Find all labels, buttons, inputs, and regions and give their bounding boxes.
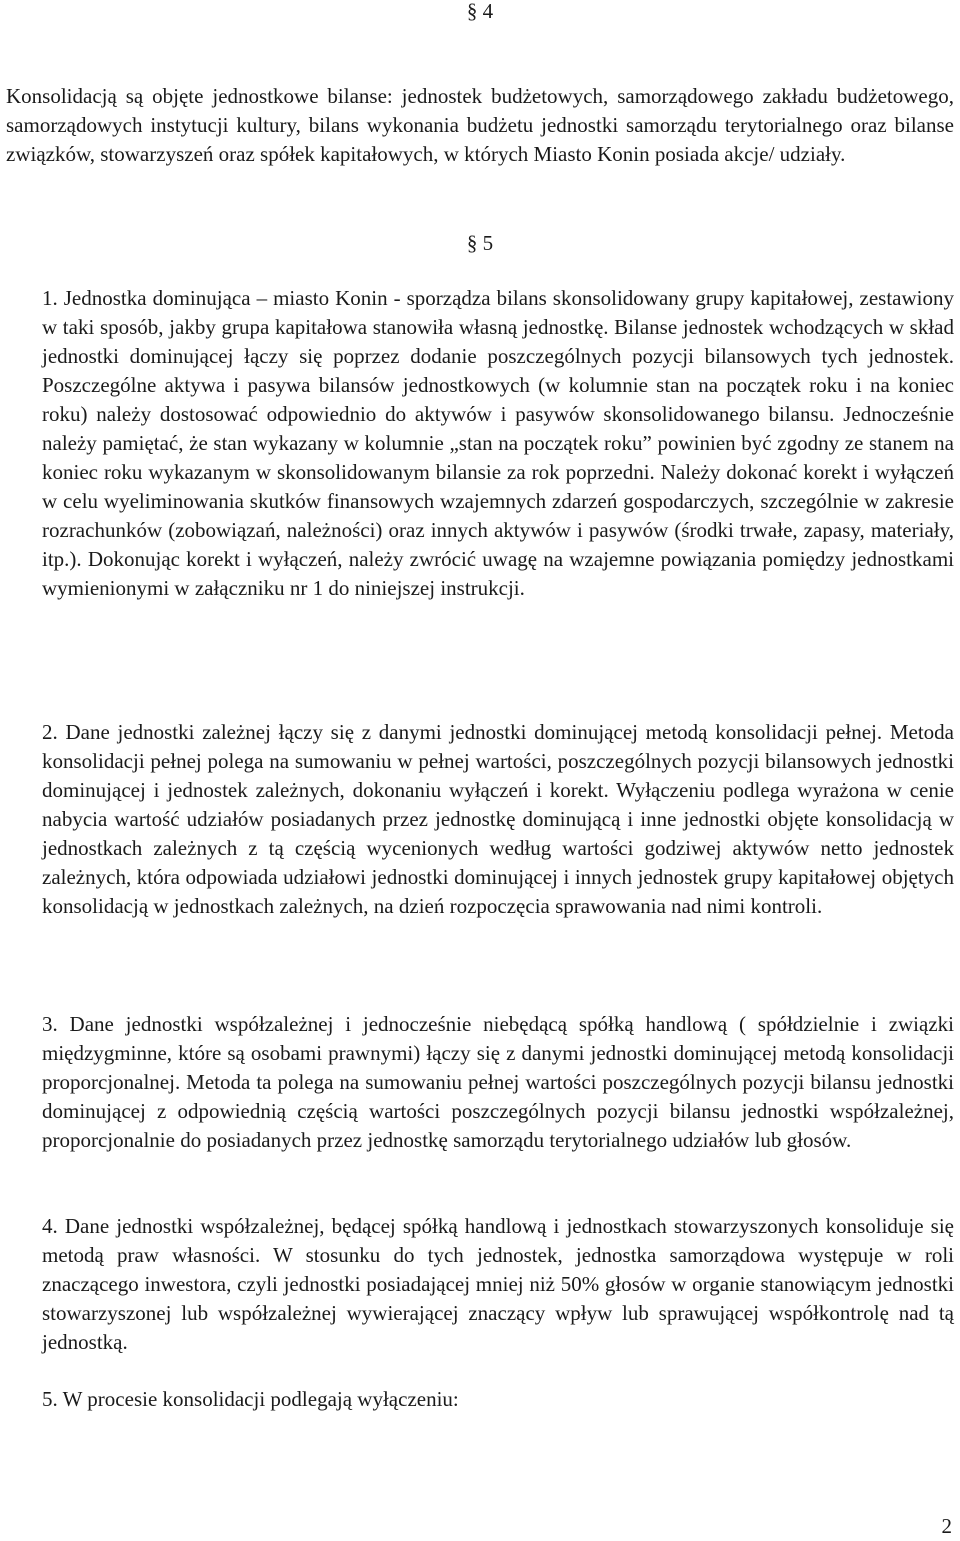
point-5 xyxy=(42,1385,954,1414)
point-1 xyxy=(42,284,954,603)
point-1-text: 1. Jednostka dominująca – miasto Konin - sporządza bilans skonsolidowany grupy kapitałowej, zestawiony w taki sposób, jakby grupa kapitałowa stanowiła własną jednostkę. Bilanse jednostek wchodzących w skład jednostki dominującej łączy się poprzez dodanie poszczególnych pozycji bilansowych tych jednostek. Poszczególne aktywa i pasywa bilansów jednostkowych (w kolumnie stan na początek roku i na koniec roku) należy dostosować odpowiednio do aktywów i pasywów skonsolidowanego bilansu. Jednocześnie należy pamiętać, że stan wykazany w kolumnie „stan na początek roku” powinien być zgodny ze stanem na koniec roku wykazanym w skonsolidowanym bilansie za rok poprzedni. Należy dokonać korekt i wyłączeń w celu wyeliminowania skutków finansowych wzajemnych zdarzeń gospodarczych, szczególnie w zakresie rozrachunków (zobowiązań, należności) oraz innych aktywów i pasywów (środki trwałe, zapasy, materiały, itp.). Dokonując korekt i wyłączeń, należy zwrócić uwagę na wzajemne powiązania pomiędzy jednostkami wymienionymi w załączniku nr 1 do niniejszej instrukcji. xyxy=(42,286,954,600)
intro-text: Konsolidacją są objęte jednostkowe bilanse: jednostek budżetowych, samorządowego zakładu budżetowego, samorządowych instytucji kultury, bilans wykonania budżetu jednostki samorządu terytorialnego oraz bilanse związków, stowarzyszeń oraz spółek kapitałowych, w których Miasto Konin posiada akcje/ udziały. xyxy=(6,84,954,166)
point-4 xyxy=(42,1212,954,1357)
page-number: 2 xyxy=(941,1514,952,1538)
point-2-text: 2. Dane jednostki zależnej łączy się z danymi jednostki dominującej metodą konsolidacji pełnej. Metoda konsolidacji pełnej polega na sumowaniu w pełnej wartości, poszczególnych pozycji bilansowych jednostki dominującej i jednostek zależnych, dokonaniu wyłączeń i korekt. Wyłączeniu podlega wyrażona w cenie nabycia wartość udziałów posiadanych przez jednostkę dominującą i inne jednostki objęte konsolidacją w jednostkach zależnych z tą częścią wycenionych według wartości godziwej aktywów netto jednostek zależnych, która odpowiada udziałowi jednostki dominującej i innych jednostek grupy kapitałowej objętych konsolidacją w jednostkach zależnych, na dzień rozpoczęcia sprawowania nad nimi kontroli. xyxy=(42,720,954,918)
intro-paragraph xyxy=(6,82,954,169)
point-2 xyxy=(42,718,954,921)
section-heading-5: § 5 xyxy=(466,231,494,255)
point-5-text: 5. W procesie konsolidacji podlegają wyłączeniu: xyxy=(42,1387,459,1411)
section-heading-4: § 4 xyxy=(466,0,494,23)
point-3 xyxy=(42,1010,954,1155)
point-3-text: 3. Dane jednostki współzależnej i jednocześnie niebędącą spółką handlową ( spółdzielnie i związki międzygminne, które są osobami prawnymi) łączy się z danymi jednostki dominującej metodą konsolidacji proporcjonalnej. Metoda ta polega na sumowaniu pełnej wartości poszczególnych pozycji bilansu jednostki dominującej z odpowiednią częścią wartości poszczególnych pozycji bilansu jednostki współzależnej, proporcjonalnie do posiadanych przez jednostkę samorządu terytorialnego udziałów lub głosów. xyxy=(42,1012,954,1152)
point-4-text: 4. Dane jednostki współzależnej, będącej spółką handlową i jednostkach stowarzyszonych konsoliduje się metodą praw własności. W stosunku do tych jednostek, jednostka samorządowa występuje w roli znaczącego inwestora, czyli jednostki posiadającej mniej niż 50% głosów w organie stanowiącym jednostki stowarzyszonej lub współzależnej wywierającej znaczący wpływ lub sprawującej współkontrolę nad tą jednostką. xyxy=(42,1214,954,1354)
